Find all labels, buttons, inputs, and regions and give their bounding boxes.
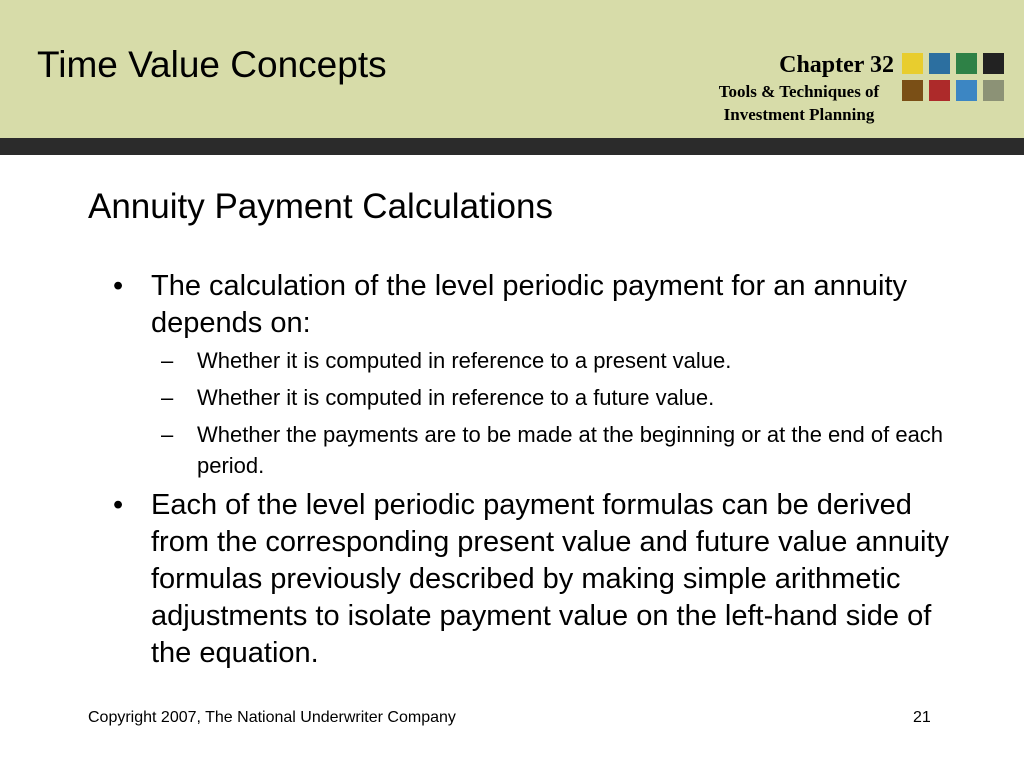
slide-heading: Annuity Payment Calculations: [88, 187, 553, 226]
dash-mark: –: [161, 348, 174, 373]
dash-mark: –: [161, 422, 174, 447]
page-number: 21: [913, 709, 931, 726]
bullet-text: The calculation of the level periodic payment for an annuity depends on:: [151, 270, 908, 339]
swatch: [902, 80, 923, 101]
header-divider-bar: [0, 138, 1024, 155]
sub-bullet-item: [161, 382, 973, 413]
chapter-subtitle-line1: Tools & Techniques of: [718, 82, 880, 101]
sub-bullet-item: [161, 419, 973, 481]
swatch: [929, 80, 950, 101]
swatch: [956, 53, 977, 74]
sub-bullet-text: Whether the payments are to be made at the beginning or at the end of each period.: [197, 422, 944, 478]
sub-bullet-text: Whether it is computed in reference to a future value.: [197, 385, 715, 410]
chapter-subtitle: [634, 80, 894, 126]
dash-mark: –: [161, 385, 174, 410]
footer-copyright: Copyright 2007, The National Underwriter Company: [88, 709, 456, 726]
swatch: [983, 80, 1004, 101]
chapter-label: Chapter 32: [779, 52, 894, 78]
swatch: [983, 53, 1004, 74]
sub-list: [161, 345, 973, 481]
bullet-item: [113, 268, 973, 342]
presentation-title: Time Value Concepts: [37, 44, 387, 85]
chapter-subtitle-line2: Investment Planning: [723, 105, 875, 124]
swatch: [929, 53, 950, 74]
bullet-text: Each of the level periodic payment formulas can be derived from the corresponding present value and future value annuity formulas previously described by making simple arithmetic adjustments to isolate payment value on the left-hand side of the equation.: [151, 489, 949, 669]
swatch: [956, 80, 977, 101]
sub-bullet-item: [161, 345, 973, 376]
chapter-block: [634, 50, 894, 126]
bullet-mark: •: [113, 270, 124, 302]
slide-body: [113, 268, 973, 672]
bullet-mark: •: [113, 489, 124, 521]
swatch: [902, 53, 923, 74]
sub-bullet-text: Whether it is computed in reference to a present value.: [197, 348, 732, 373]
bullet-item: [113, 487, 973, 672]
